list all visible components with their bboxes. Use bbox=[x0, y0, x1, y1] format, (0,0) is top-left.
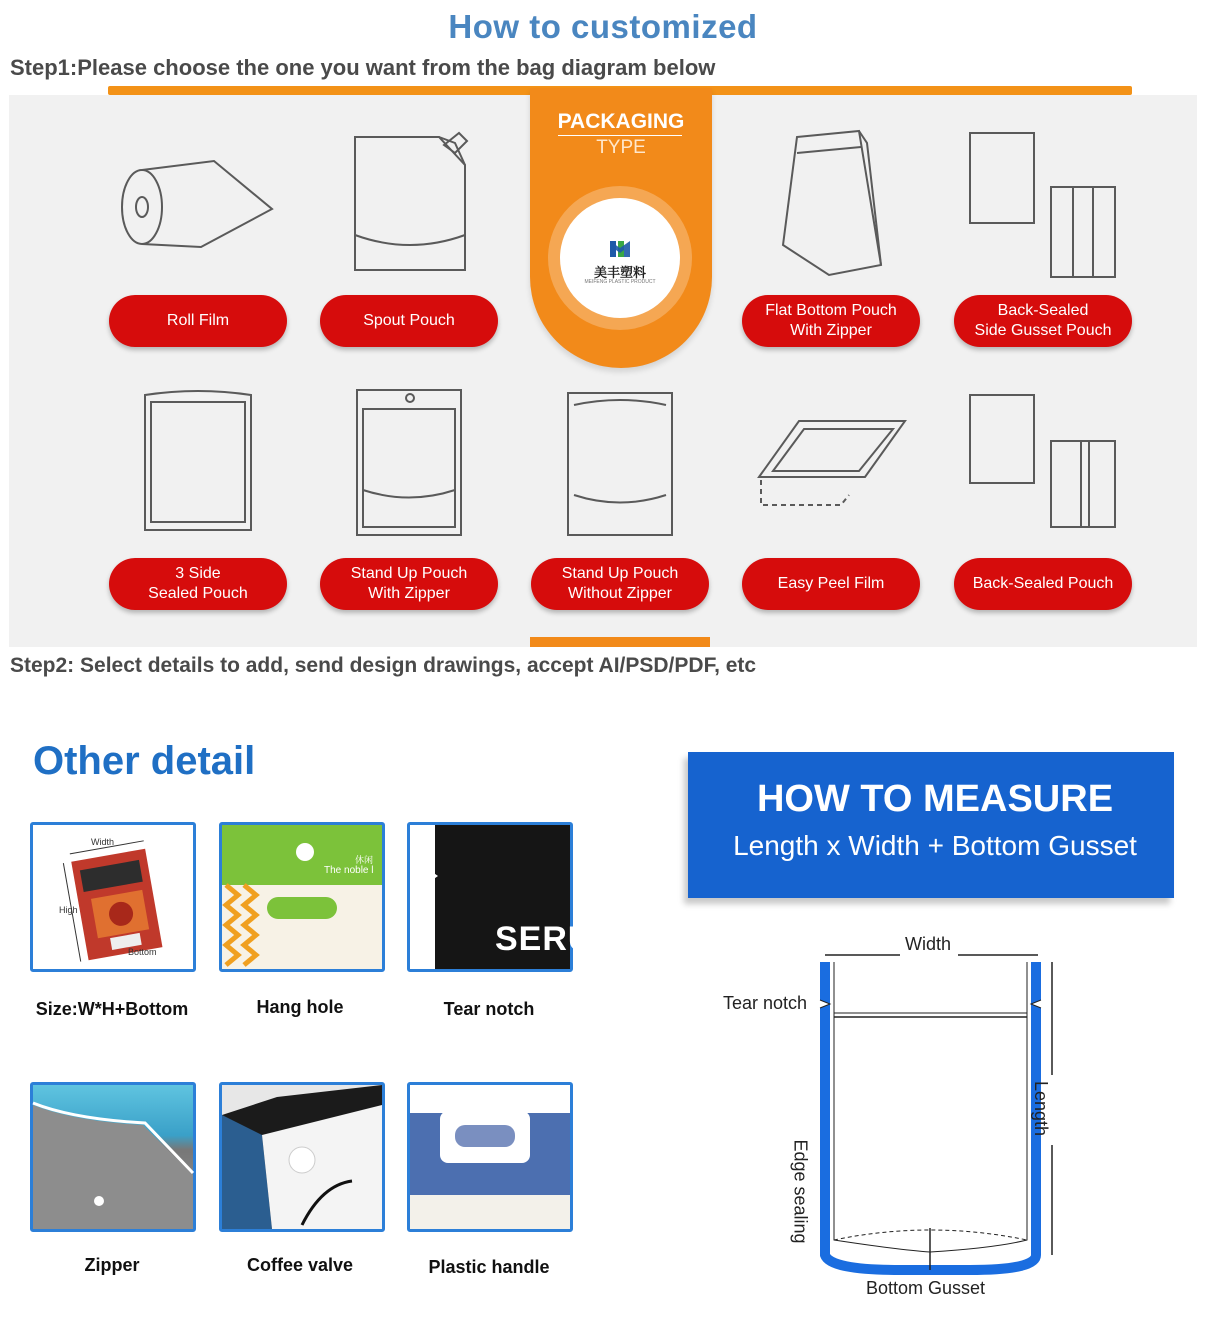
pill-label: Roll Film bbox=[166, 312, 230, 329]
measure-banner bbox=[688, 752, 1174, 898]
pill-spout-pouch bbox=[320, 295, 498, 347]
pill-back-sealed-pouch bbox=[954, 558, 1132, 610]
thumb-tear-notch bbox=[407, 822, 594, 972]
stand-up-zipper-icon bbox=[357, 390, 461, 535]
thumb-hang-hole bbox=[219, 822, 385, 972]
label-hang-hole: Hang hole bbox=[256, 997, 344, 1017]
hang-hole-dot bbox=[296, 843, 314, 861]
label-size: Size:W*H+Bottom bbox=[35, 999, 189, 1019]
thumb-plastic-handle bbox=[407, 1082, 573, 1232]
pill-label: Back-Sealed Pouch bbox=[972, 575, 1114, 592]
width-tag: Width bbox=[91, 837, 115, 847]
hang-en-text: The noble l bbox=[324, 865, 374, 876]
pill-label: 3 Side Sealed Pouch bbox=[148, 565, 248, 602]
thumb-size bbox=[30, 822, 196, 972]
pill-stand-up-no-zipper bbox=[531, 558, 709, 610]
packaging-subtitle: TYPE bbox=[596, 137, 646, 158]
step1-text: Step1:Please choose the one you want from the bag diagram below bbox=[10, 55, 716, 80]
bottom-tag: Bottom bbox=[128, 947, 157, 957]
packaging-title: PACKAGING bbox=[557, 110, 685, 133]
measure-bottom-gusset-label: Bottom Gusset bbox=[866, 1278, 986, 1298]
label-tear-notch: Tear notch bbox=[443, 999, 535, 1019]
pill-label: Stand Up Pouch Without Zipper bbox=[561, 565, 679, 602]
measure-subtitle: Length x Width + Bottom Gusset bbox=[733, 830, 1137, 861]
step2-text: Step2: Select details to add, send design drawings, accept AI/PSD/PDF, etc bbox=[10, 654, 757, 677]
flat-bottom-pouch-icon bbox=[783, 131, 881, 275]
label-plastic-handle: Plastic handle bbox=[428, 1257, 550, 1277]
pill-flat-bottom-pouch bbox=[742, 295, 920, 347]
thumb-coffee-valve bbox=[219, 1082, 385, 1232]
thumb-zipper bbox=[30, 1082, 196, 1232]
stand-up-no-zipper-icon bbox=[568, 393, 672, 535]
pill-label: Flat Bottom Pouch With Zipper bbox=[765, 302, 897, 339]
tear-brand-text: SERU bbox=[495, 920, 594, 958]
measure-title: HOW TO MEASURE bbox=[756, 778, 1114, 820]
label-coffee-valve: Coffee valve bbox=[246, 1255, 354, 1275]
pill-easy-peel-film bbox=[742, 558, 920, 610]
measure-edge-sealing-label: Edge sealing bbox=[790, 1139, 811, 1244]
pill-label: Easy Peel Film bbox=[777, 575, 885, 592]
roll-film-icon bbox=[122, 161, 272, 247]
spout-pouch-icon bbox=[355, 133, 467, 270]
pill-label: Stand Up Pouch With Zipper bbox=[350, 565, 468, 602]
measure-length-label: Length bbox=[1031, 1080, 1052, 1137]
logo-small-text: MEIFENG PLASTIC PRODUCT bbox=[584, 279, 656, 285]
measure-tear-notch-label: Tear notch bbox=[723, 993, 808, 1013]
pill-label: Spout Pouch bbox=[363, 312, 455, 329]
pill-label: Back-Sealed Side Gusset Pouch bbox=[974, 302, 1112, 339]
pill-three-side-sealed bbox=[109, 558, 287, 610]
high-tag: High bbox=[59, 905, 78, 915]
back-sealed-pouch-icon bbox=[970, 395, 1115, 527]
other-detail-title: Other detail bbox=[33, 739, 256, 783]
page-title: How to customized bbox=[448, 8, 758, 45]
hang-cn-text: 休闲 bbox=[355, 855, 374, 865]
pill-roll-film bbox=[109, 295, 287, 347]
side-gusset-pouch-icon bbox=[970, 133, 1115, 277]
easy-peel-film-icon bbox=[759, 421, 905, 505]
logo-text: 美丰塑料 bbox=[593, 265, 646, 280]
three-side-sealed-icon bbox=[145, 391, 251, 530]
pill-side-gusset-pouch bbox=[954, 295, 1132, 347]
pill-stand-up-zipper bbox=[320, 558, 498, 610]
label-zipper: Zipper bbox=[84, 1255, 140, 1275]
measure-width-label: Width bbox=[905, 934, 952, 954]
